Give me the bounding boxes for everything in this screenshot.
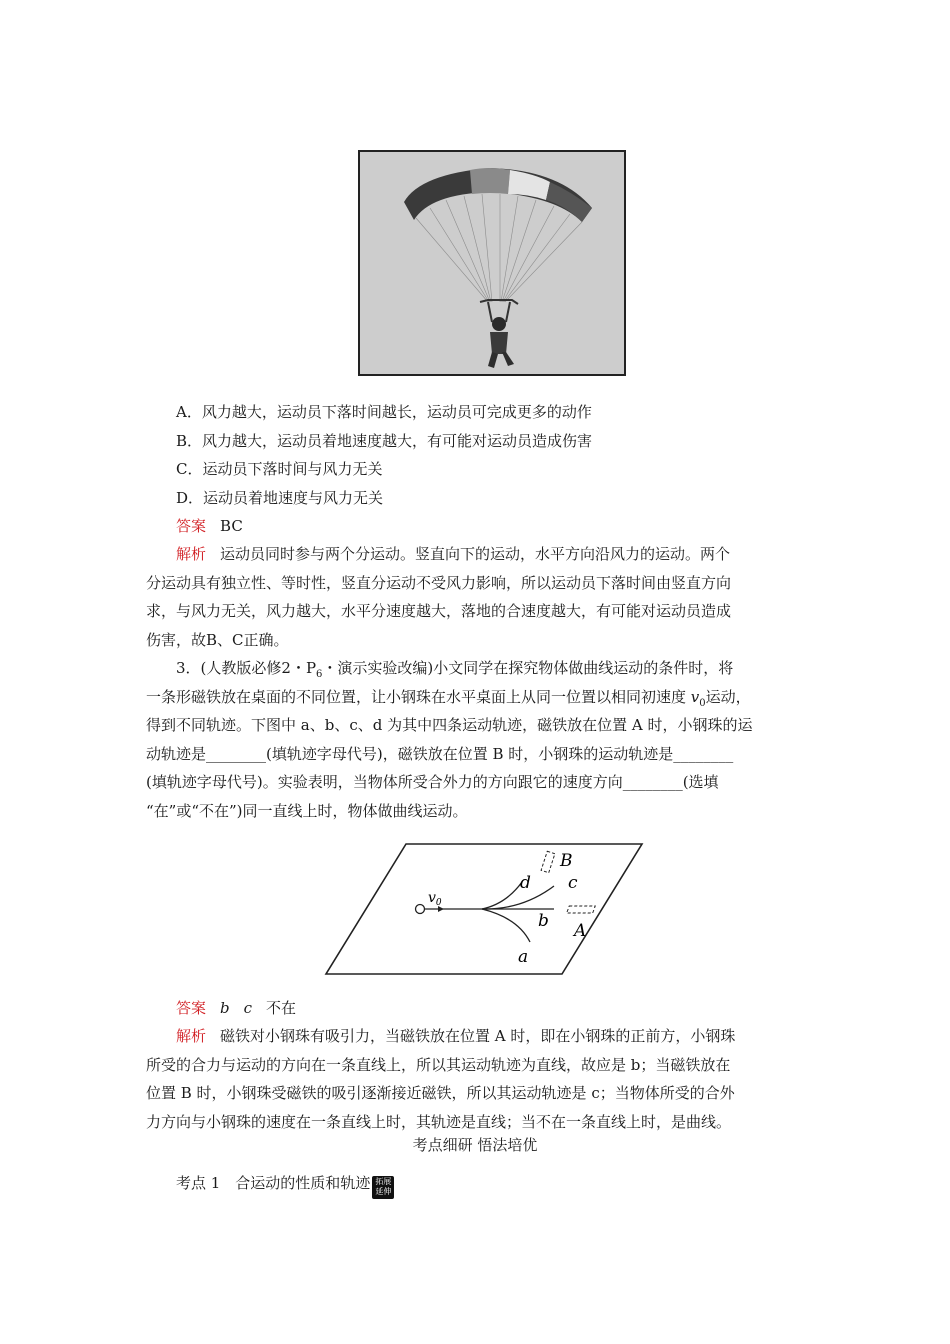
q3-text: “在”或“不在”)同一直线上时，物体做曲线运动。	[146, 801, 468, 820]
label-v0: $v_0$	[428, 890, 442, 908]
q3-answer	[176, 994, 296, 1023]
q3-text: 运动，	[705, 687, 751, 706]
trajectory-a	[482, 909, 530, 942]
question-3	[146, 654, 826, 825]
answer-label: 答案	[176, 517, 207, 535]
analysis-line: 位置 B 时，小钢珠受磁铁的吸引逐渐接近磁铁，所以其运动轨迹是 c；当物体所受的合外	[146, 1084, 735, 1102]
q3-analysis	[146, 1022, 826, 1136]
label-d: d	[520, 873, 531, 893]
analysis-label: 解析	[176, 545, 207, 563]
label-b: b	[538, 911, 549, 931]
q3-text: 一条形磁铁放在桌面的不同位置，让小钢珠在水平桌面上从同一位置以相同初速度	[146, 687, 691, 706]
option-c: C．运动员下落时间与风力无关	[176, 460, 383, 478]
q3-text: 动轨迹是________(填轨迹字母代号)，磁铁放在位置 B 时，小钢珠的运动轨迹是________	[146, 744, 734, 763]
label-a: a	[518, 947, 529, 967]
trajectory-diagram	[322, 838, 644, 978]
topic-title-text: 考点 1 合运动的性质和轨迹	[176, 1174, 371, 1192]
analysis-label: 解析	[176, 1027, 207, 1045]
option-d: D．运动员着地速度与风力无关	[176, 488, 384, 507]
answer-label: 答案	[176, 999, 207, 1017]
analysis-line: 力方向与小钢珠的速度在一条直线上时，其轨迹是直线；当不在一条直线上时，是曲线。	[146, 1112, 732, 1131]
analysis-line: 磁铁对小钢珠有吸引力，当磁铁放在位置 A 时，即在小钢珠的正前方，小钢珠	[220, 1027, 736, 1045]
analysis-line: 运动员同时参与两个分运动。竖直向下的运动，水平方向沿风力的运动。两个	[220, 545, 731, 563]
q3-text: 3．(人教版必修2・P	[176, 659, 317, 677]
label-B: B	[560, 851, 573, 871]
q3-sub: 0	[699, 697, 706, 709]
q2-analysis	[146, 540, 806, 654]
extension-badge-icon: 拓展 延伸	[372, 1176, 394, 1199]
magnet-a-position	[567, 906, 596, 913]
analysis-line: 求，与风力无关，风力越大，水平分速度越大，落地的合速度越大，有可能对运动员造成	[146, 602, 732, 620]
q3-text: 得到不同轨迹。下图中 a、b、c、d 为其中四条运动轨迹，磁铁放在位置 A 时，小钢珠的运	[146, 716, 753, 734]
option-a: A．风力越大，运动员下落时间越长，运动员可完成更多的动作	[176, 403, 592, 421]
q3-v0: v	[690, 687, 700, 706]
answer-b: b	[220, 999, 230, 1017]
answer-c: c	[243, 999, 253, 1017]
q3-sub: 6	[316, 669, 323, 680]
parachute-icon	[360, 152, 624, 374]
section-heading: 考点细研 悟法培优	[412, 1136, 538, 1154]
analysis-line: 伤害，故B、C正确。	[146, 630, 289, 649]
option-b: B．风力越大，运动员着地速度越大，有可能对运动员造成伤害	[176, 431, 593, 450]
q3-text: (填轨迹字母代号)。实验表明，当物体所受合外力的方向跟它的速度方向________(选填	[146, 773, 719, 791]
magnet-b-position	[541, 851, 555, 872]
analysis-line: 所受的合力与运动的方向在一条直线上，所以其运动轨迹为直线，故应是 b；当磁铁放在	[146, 1055, 731, 1074]
parachutist-photo	[358, 150, 626, 376]
q2-answer	[176, 512, 243, 541]
answer-3: 不在	[266, 999, 297, 1017]
q3-text: ・演示实验改编)小文同学在探究物体做曲线运动的条件时，将	[322, 659, 734, 677]
label-c: c	[568, 873, 578, 893]
label-A: A	[574, 921, 587, 941]
topic-title	[176, 1172, 394, 1199]
steel-ball	[416, 905, 425, 914]
options-list	[176, 398, 592, 512]
analysis-line: 分运动具有独立性、等时性，竖直分运动不受风力影响，所以运动员下落时间由竖直方向	[146, 573, 732, 592]
answer-value: BC	[220, 517, 243, 535]
